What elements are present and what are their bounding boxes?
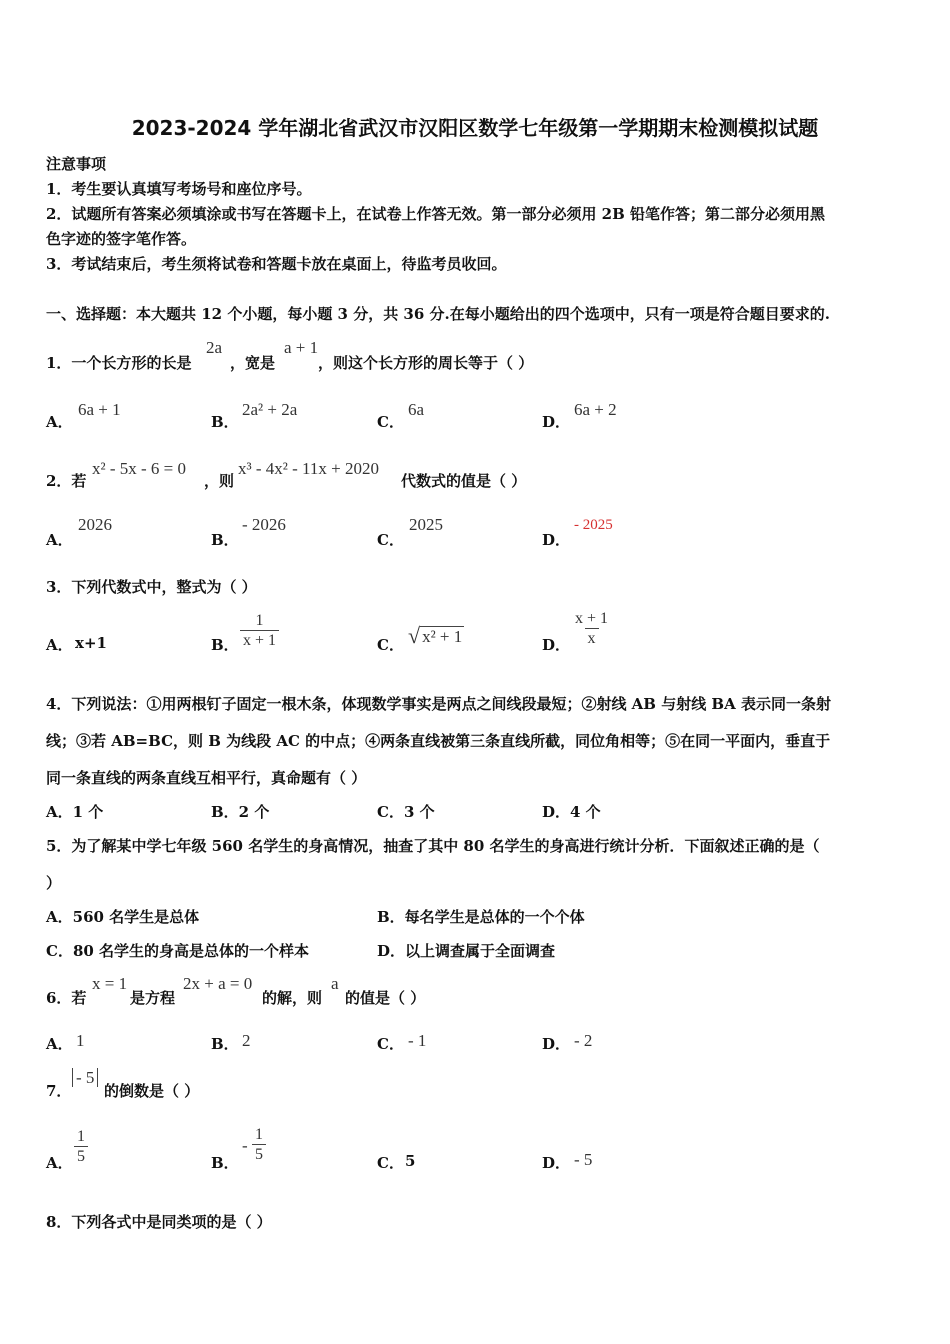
q1-option-d-label: D． bbox=[542, 413, 571, 431]
q1-option-a: 6a + 1 bbox=[78, 400, 121, 419]
q7-option-a bbox=[74, 1128, 88, 1167]
q3-option-b-fraction bbox=[240, 612, 279, 651]
q7-text-b: 的倒数是（ ） bbox=[104, 1082, 200, 1100]
q1-expr-length: 2a bbox=[206, 338, 223, 357]
q6-text-b: 是方程 bbox=[130, 989, 176, 1007]
q6-option-a-label: A． bbox=[46, 1035, 73, 1053]
numerator: 1 bbox=[77, 1128, 85, 1145]
denominator: 5 bbox=[252, 1144, 266, 1165]
q5-option-b: B．每名学生是总体的一个个体 bbox=[377, 908, 585, 926]
notice-item-2-cont: 色字迹的签字笔作答。 bbox=[46, 230, 197, 248]
q6-expr-x: x = 1 bbox=[92, 974, 128, 993]
q6-option-c: - 1 bbox=[408, 1031, 427, 1050]
q3-option-d-fraction bbox=[572, 610, 611, 649]
q1-expr-width: a + 1 bbox=[284, 338, 319, 357]
q3-option-b-label: B． bbox=[211, 636, 239, 654]
q3-option-d-label: D． bbox=[542, 636, 571, 654]
q6-text-c: 的解，则 bbox=[262, 989, 323, 1007]
notice-item-3: 3．考试结束后，考生须将试卷和答题卡放在桌面上，待监考员收回。 bbox=[46, 255, 507, 273]
q3-option-c bbox=[408, 625, 464, 647]
q2-option-d-label: D． bbox=[542, 531, 571, 549]
q4-option-b: B．2 个 bbox=[211, 803, 270, 821]
q7-option-b-sign: - bbox=[242, 1136, 248, 1155]
q2-text-c: 代数式的值是（ ） bbox=[401, 472, 527, 490]
q4-line-3: 同一条直线的两条直线互相平行，真命题有（ ） bbox=[46, 769, 367, 787]
numerator: x + 1 bbox=[575, 610, 609, 627]
q1-option-d: 6a + 2 bbox=[574, 400, 617, 419]
q6-option-d: - 2 bbox=[574, 1031, 593, 1050]
q7-expr-abs bbox=[72, 1068, 98, 1088]
q8-text: 8．下列各式中是同类项的是（ ） bbox=[46, 1213, 272, 1231]
q7-option-b-label: B． bbox=[211, 1154, 239, 1172]
q2-expr-equation: x² - 5x - 6 = 0 bbox=[92, 459, 187, 478]
q4-option-a: A．1 个 bbox=[46, 803, 104, 821]
q1-text-a: 1．一个长方形的长是 bbox=[46, 354, 192, 372]
q1-option-c: 6a bbox=[408, 400, 425, 419]
q7-option-c: 5 bbox=[405, 1152, 416, 1170]
q1-option-b: 2a² + 2a bbox=[242, 400, 298, 419]
square-root bbox=[408, 625, 464, 647]
absolute-value: - 5 bbox=[72, 1068, 98, 1087]
q6-text-a: 6．若 bbox=[46, 989, 87, 1007]
q2-option-c: 2025 bbox=[409, 515, 443, 534]
q4-option-d: D．4 个 bbox=[542, 803, 601, 821]
q3-text: 3．下列代数式中，整式为（ ） bbox=[46, 578, 257, 596]
q6-text-d: 的值是（ ） bbox=[345, 989, 426, 1007]
q4-line-2: 线；③若 AB=BC，则 B 为线段 AC 的中点；④两条直线被第三条直线所截，同位角相等；⑤在同一平面内，垂直于 bbox=[46, 732, 831, 750]
q5-line-2: ） bbox=[46, 874, 62, 892]
q7-option-c-label: C． bbox=[377, 1154, 404, 1172]
notice-item-1: 1．考生要认真填写考场号和座位序号。 bbox=[46, 180, 312, 198]
q5-line-1: 5．为了解某中学七年级 560 名学生的身高情况，抽查了其中 80 名学生的身高进行统计分析．下面叙述正确的是（ bbox=[46, 837, 820, 855]
denominator: x bbox=[585, 628, 599, 649]
q1-text-c: ，则这个长方形的周长等于（ ） bbox=[318, 354, 534, 372]
q7-option-b-fraction bbox=[252, 1126, 266, 1165]
q5-option-d: D．以上调查属于全面调查 bbox=[377, 942, 556, 960]
denominator: 5 bbox=[74, 1146, 88, 1167]
q2-option-b: - 2026 bbox=[242, 515, 286, 534]
q4-option-c: C．3 个 bbox=[377, 803, 435, 821]
q7-option-a-label: A． bbox=[46, 1154, 73, 1172]
q3-option-b bbox=[240, 612, 279, 651]
notice-heading: 注意事项 bbox=[46, 155, 107, 173]
numerator: 1 bbox=[255, 1126, 263, 1143]
q7-option-b bbox=[252, 1126, 266, 1165]
q1-option-a-label: A． bbox=[46, 413, 73, 431]
q3-option-c-label: C． bbox=[377, 636, 404, 654]
q2-option-a-label: A． bbox=[46, 531, 73, 549]
q2-option-b-label: B． bbox=[211, 531, 239, 549]
q1-text-b: ，宽是 bbox=[230, 354, 276, 372]
q6-expr-a: a bbox=[331, 974, 339, 993]
page-title: 2023-2024 学年湖北省武汉市汉阳区数学七年级第一学期期末检测模拟试题 bbox=[131, 116, 819, 140]
denominator: x + 1 bbox=[240, 630, 279, 651]
q3-option-d bbox=[572, 610, 611, 649]
q2-expr-polynomial: x³ - 4x² - 11x + 2020 bbox=[238, 459, 379, 478]
section-heading: 一、选择题：本大题共 12 个小题，每小题 3 分，共 36 分.在每小题给出的四个选项中，只有一项是符合题目要求的. bbox=[46, 305, 830, 323]
q3-option-a-label: A． bbox=[46, 636, 73, 654]
q6-option-d-label: D． bbox=[542, 1035, 571, 1053]
q6-option-c-label: C． bbox=[377, 1035, 404, 1053]
q6-option-a: 1 bbox=[76, 1031, 85, 1050]
q2-text-b: ，则 bbox=[204, 472, 235, 490]
q7-option-d: - 5 bbox=[574, 1150, 593, 1169]
radical-sign-icon: √ bbox=[408, 623, 421, 648]
q1-option-b-label: B． bbox=[211, 413, 239, 431]
q2-option-c-label: C． bbox=[377, 531, 404, 549]
q6-option-b: 2 bbox=[242, 1031, 251, 1050]
q7-option-d-label: D． bbox=[542, 1154, 571, 1172]
q5-option-c: C．80 名学生的身高是总体的一个样本 bbox=[46, 942, 310, 960]
q2-option-d: - 2025 bbox=[574, 517, 613, 533]
radicand: x² + 1 bbox=[422, 627, 463, 646]
q2-text-a: 2．若 bbox=[46, 472, 87, 490]
q7-text-a: 7． bbox=[46, 1082, 72, 1100]
q7-option-a-fraction bbox=[74, 1128, 88, 1167]
q6-option-b-label: B． bbox=[211, 1035, 239, 1053]
notice-item-2: 2．试题所有答案必须填涂或书写在答题卡上，在试卷上作答无效。第一部分必须用 2B 铅笔作答；第二部分必须用黑 bbox=[46, 205, 826, 223]
q3-option-a: x+1 bbox=[75, 634, 107, 652]
numerator: 1 bbox=[255, 612, 264, 629]
q5-option-a: A．560 名学生是总体 bbox=[46, 908, 200, 926]
q1-option-c-label: C． bbox=[377, 413, 404, 431]
q4-line-1: 4．下列说法：①用两根钉子固定一根木条，体现数学事实是两点之间线段最短；②射线 AB 与射线 BA 表示同一条射 bbox=[46, 695, 831, 713]
q6-expr-equation: 2x + a = 0 bbox=[183, 974, 253, 993]
q2-option-a: 2026 bbox=[78, 515, 112, 534]
